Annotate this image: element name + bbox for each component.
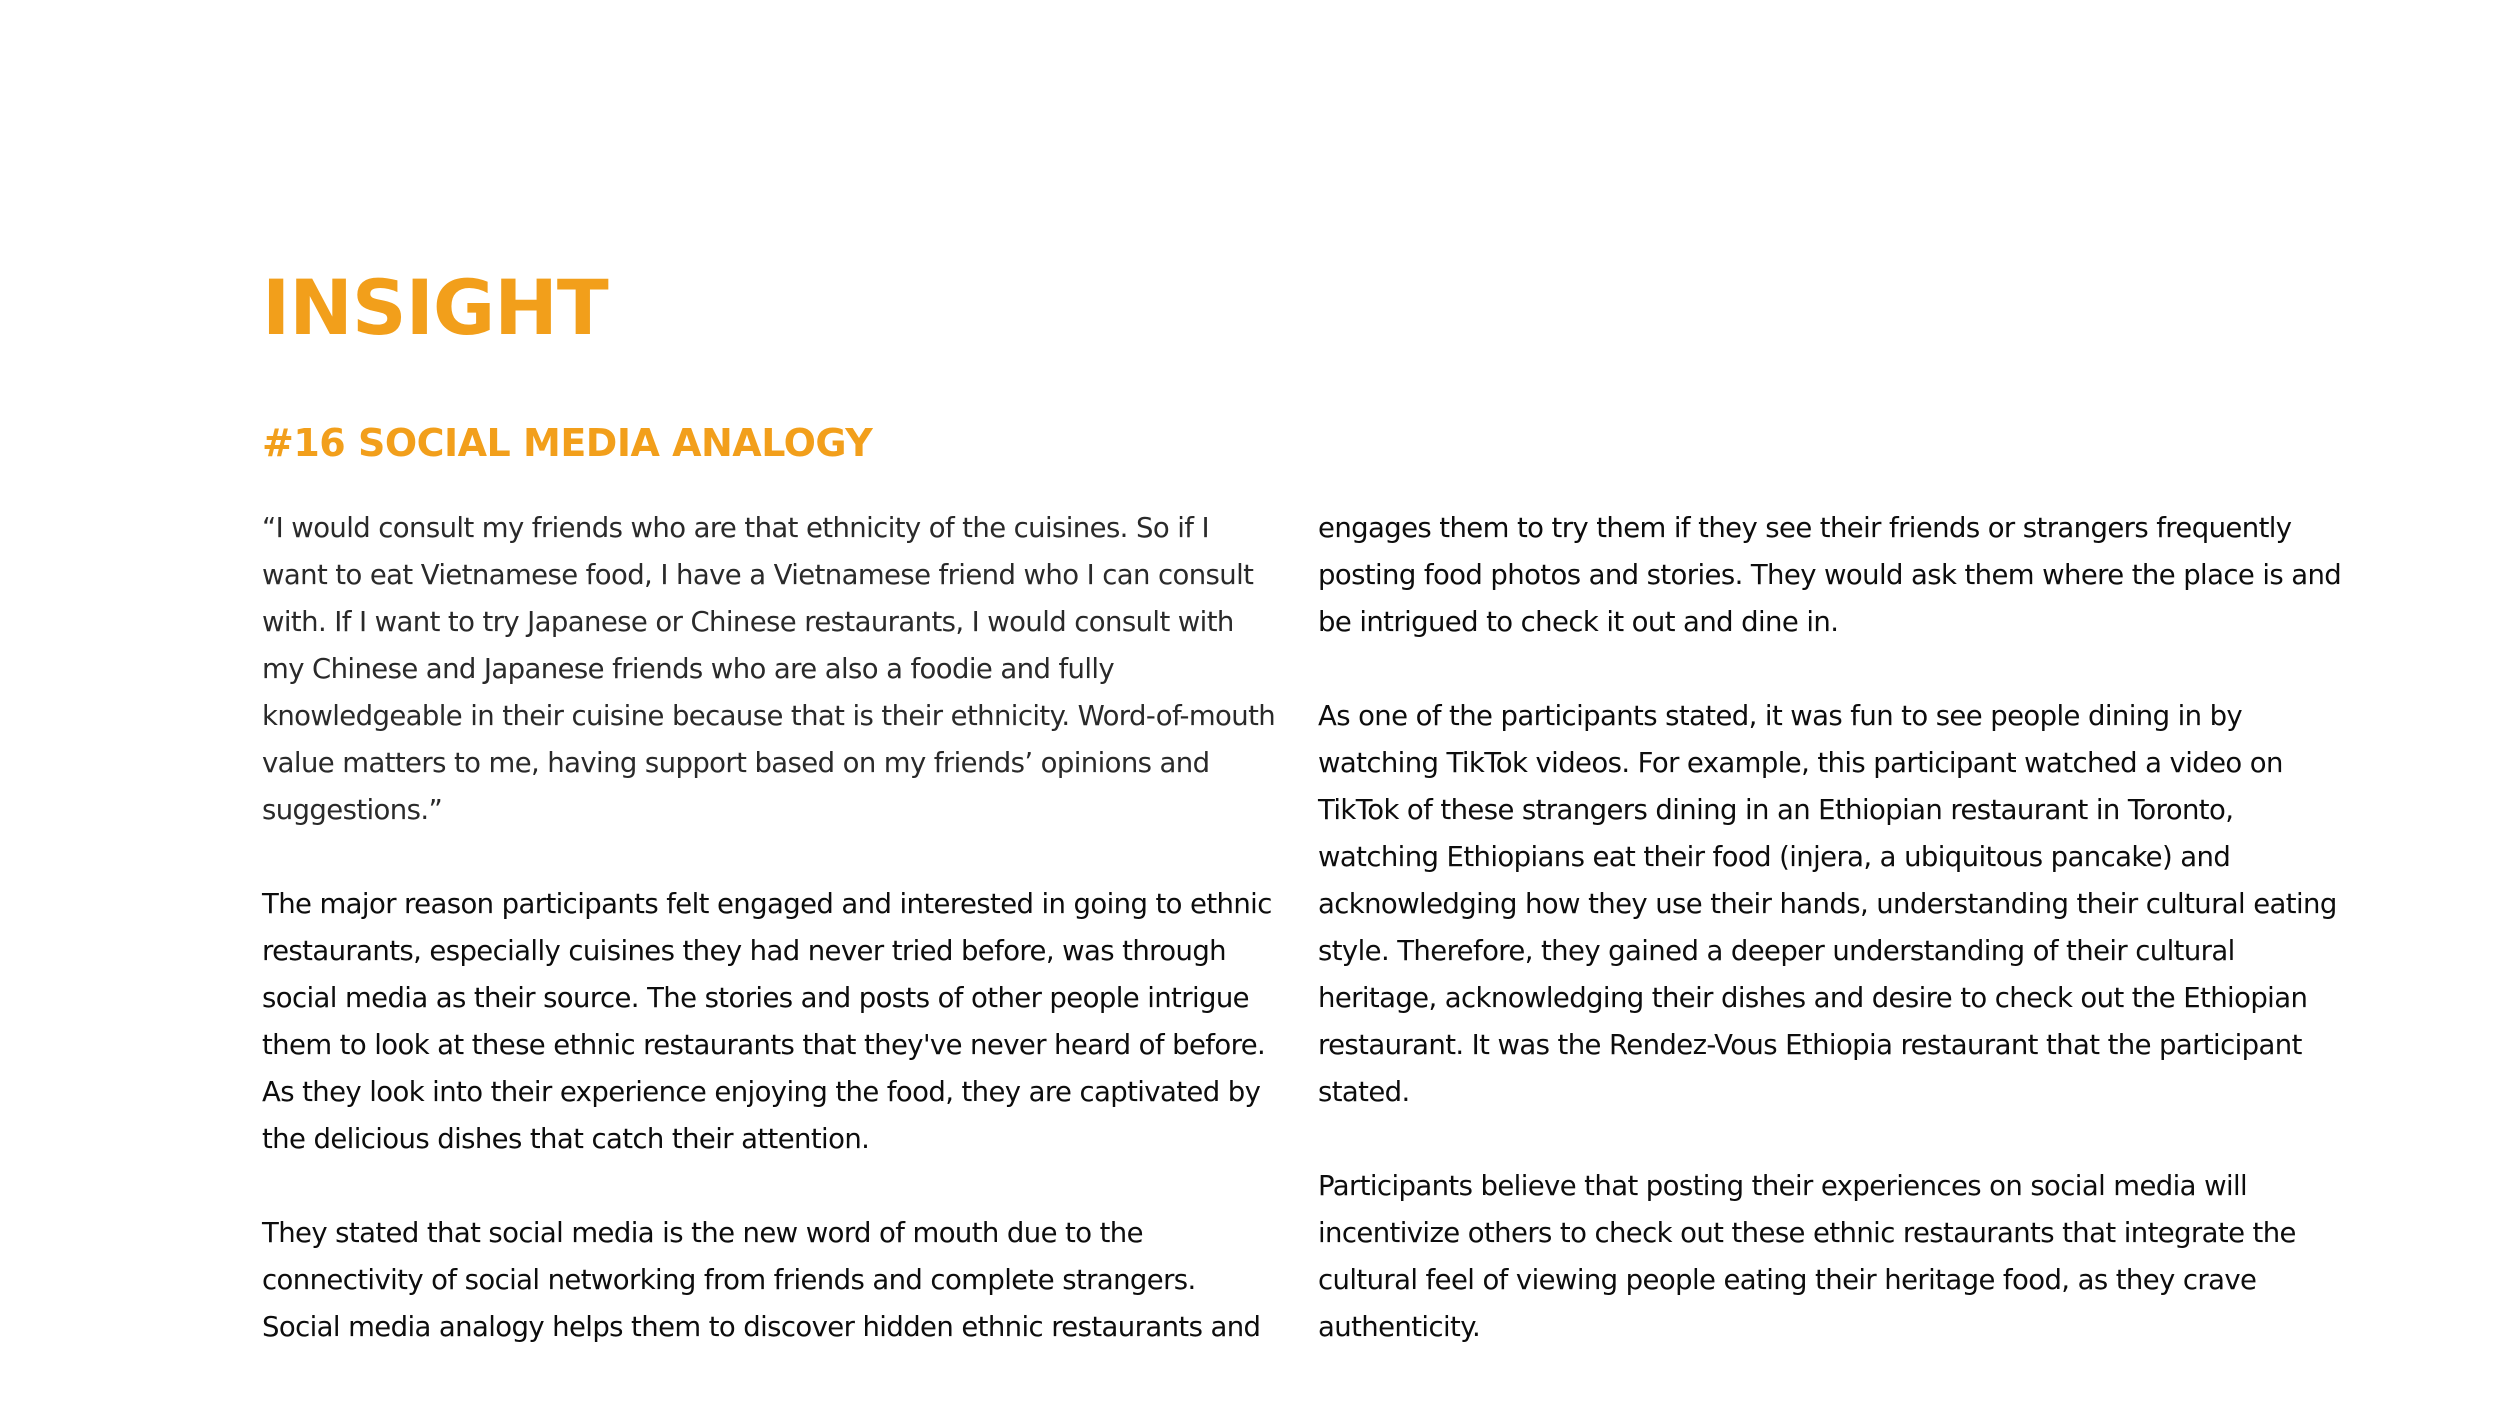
right-text-column (1318, 505, 2348, 1351)
participant-quote: “I would consult my friends who are that ethnicity of the cuisines. So if I want to eat Vietnamese food, I have a Vietnamese friend who I can consult with. If I want to try Japanese or Chinese restaurants, I would consult with my Chinese and Japanese friends who are also a foodie and fully knowledgeable in their cuisine because that is their ethnicity. Word-of-mouth value matters to me, having support based on my friends’ opinions and suggestions.” (262, 512, 1276, 826)
right-paragraph-3: Participants believe that posting their experiences on social media will incentivize others to check out these ethnic restaurants that integrate the cultural feel of viewing people eating their heritage food, as they crave authenticity. (1318, 1170, 2296, 1343)
left-paragraph-1: The major reason participants felt engaged and interested in going to ethnic restaurants, especially cuisines they had never tried before, was through social media as their source. The stories and posts of other people intrigue them to look at these ethnic restaurants that they've never heard of before. As they look into their experience enjoying the food, they are captivated by the delicious dishes that catch their attention. (262, 888, 1272, 1155)
right-paragraph-2: As one of the participants stated, it was fun to see people dining in by watching TikTok videos. For example, this participant watched a video on TikTok of these strangers dining in an Ethiopian restaurant in Toronto, watching Ethiopians eat their food (injera, a ubiquitous pancake) and acknowledging how they use their hands, understanding their cultural eating style. Therefore, they gained a deeper understanding of their cultural heritage, acknowledging their dishes and desire to check out the Ethiopian restaurant. It was the Rendez-Vous Ethiopia restaurant that the participant stated. (1318, 700, 2337, 1108)
left-text-column (262, 505, 1277, 1351)
right-paragraph-1: engages them to try them if they see their friends or strangers frequently posting food photos and stories. They would ask them where the place is and be intrigued to check it out and dine in. (1318, 512, 2342, 638)
slide-title: INSIGHT (262, 263, 608, 352)
insight-subtitle: #16 SOCIAL MEDIA ANALOGY (262, 421, 873, 465)
left-paragraph-2: They stated that social media is the new word of mouth due to the connectivity of social networking from friends and complete strangers. Social media analogy helps them to discover hidden ethnic restaurants and (262, 1217, 1261, 1343)
